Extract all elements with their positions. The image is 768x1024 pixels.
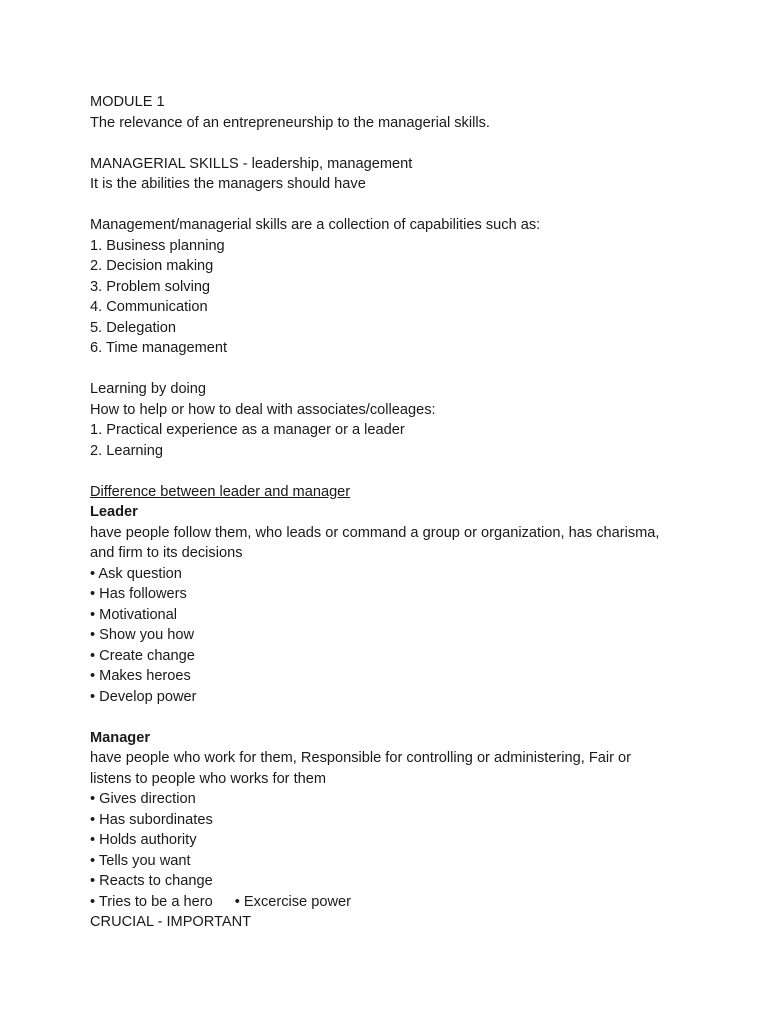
module-title: MODULE 1 — [90, 94, 165, 110]
list-item: 5. Delegation — [90, 319, 177, 336]
leader-heading: Leader — [90, 504, 138, 520]
spacer — [90, 195, 710, 216]
list-item: 2. Learning — [90, 442, 164, 459]
spacer — [90, 461, 710, 482]
learning-question: How to help or how to deal with associates/colleages: — [90, 401, 436, 418]
manager-description: have people who work for them, Responsible for controlling or administering, Fair or listens to people who works for them — [90, 750, 632, 787]
leader-description: have people follow them, who leads or command a group or organization, has charisma, and firm to its decisions — [90, 524, 660, 561]
list-item: 1. Business planning — [90, 237, 225, 254]
list-item: • Holds authority — [90, 832, 197, 848]
list-item: • Tells you want — [90, 852, 191, 869]
managerial-skills-intro: Management/managerial skills are a collection of capabilities such as: — [90, 217, 541, 233]
list-item: • Excercise power — [234, 893, 351, 910]
managerial-skills-heading: MANAGERIAL SKILLS - leadership, management — [90, 155, 413, 172]
list-item: 4. Communication — [90, 299, 208, 315]
list-item-pair — [90, 892, 710, 913]
list-item: • Show you how — [90, 627, 195, 643]
spacer — [90, 707, 710, 728]
list-item: • Reacts to change — [90, 873, 213, 889]
learning-heading: Learning by doing — [90, 381, 207, 397]
list-item: • Makes heroes — [90, 668, 191, 684]
difference-heading: Difference between leader and manager — [90, 483, 351, 500]
manager-heading: Manager — [90, 729, 151, 746]
list-item: • Has followers — [90, 586, 187, 602]
list-item: 2. Decision making — [90, 258, 214, 274]
list-item: • Ask question — [90, 565, 182, 582]
list-item: • Tries to be a hero — [90, 893, 213, 910]
document-page — [90, 92, 710, 933]
list-item: 3. Problem solving — [90, 278, 211, 295]
managerial-skills-definition: It is the abilities the managers should have — [90, 176, 366, 192]
list-item: • Motivational — [90, 606, 178, 623]
spacer — [90, 133, 710, 154]
list-item: • Create change — [90, 647, 195, 664]
footer-note: CRUCIAL - IMPORTANT — [90, 914, 252, 930]
list-item: 6. Time management — [90, 340, 228, 356]
module-subtitle: The relevance of an entrepreneurship to the managerial skills. — [90, 114, 490, 131]
list-item: • Gives direction — [90, 791, 196, 807]
spacer — [90, 359, 710, 380]
list-item: 1. Practical experience as a manager or a leader — [90, 422, 405, 438]
list-item: • Has subordinates — [90, 811, 213, 828]
list-item: • Develop power — [90, 688, 197, 705]
